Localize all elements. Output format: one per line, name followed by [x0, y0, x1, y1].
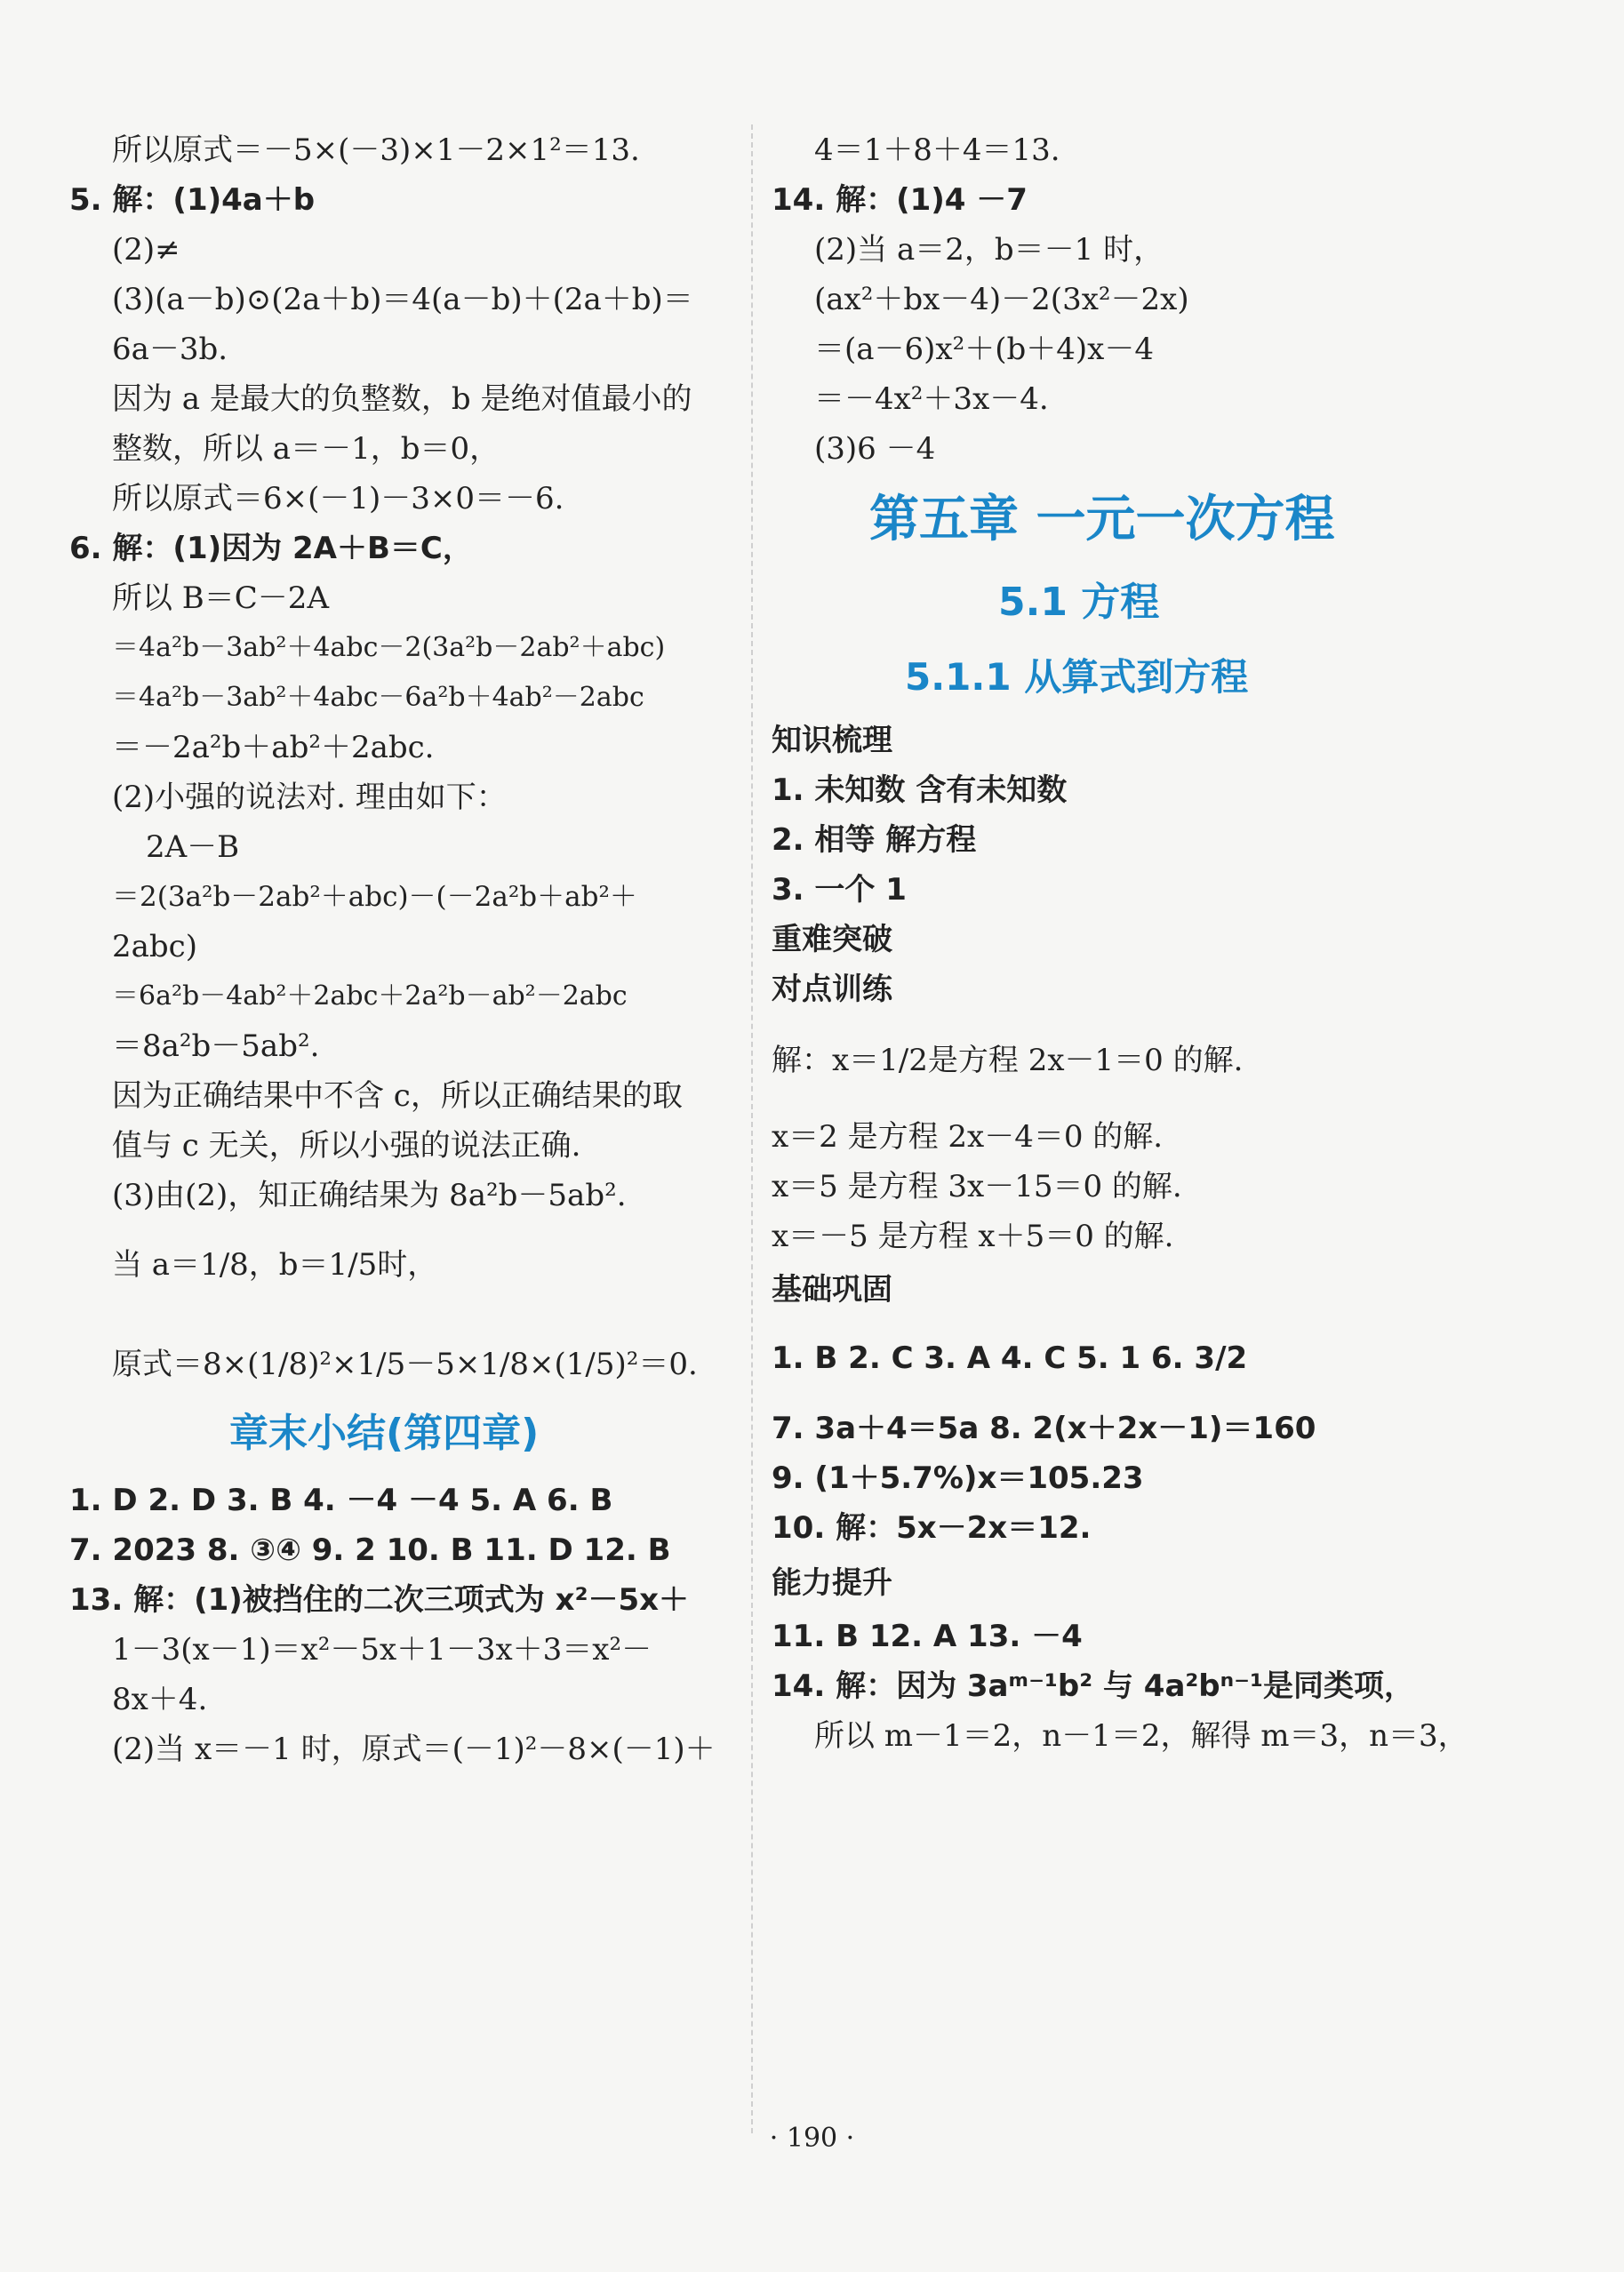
text-line: 4＝1＋8＋4＝13. [814, 132, 1060, 168]
text-line: 因为正确结果中不含 c，所以正确结果的取 [112, 1078, 683, 1114]
answer-line: 11. B 12. A 13. －4 [772, 1619, 1083, 1654]
problem-line: 10. 解：5x－2x＝12. [772, 1510, 1092, 1546]
text-line: 值与 c 无关，所以小强的说法正确. [112, 1128, 581, 1164]
text-line: 解：x＝1/2是方程 2x－1＝0 的解. [772, 1043, 1244, 1078]
text-line: (ax²＋bx－4)－2(3x²－2x) [814, 282, 1189, 317]
answer-line: 2. 相等 解方程 [772, 822, 977, 858]
answer-line: 7. 3a＋4＝5a 8. 2(x＋2x－1)＝160 [772, 1411, 1316, 1446]
section-label: 基础巩固 [772, 1272, 892, 1308]
text-line: 2abc) [112, 929, 197, 964]
column-divider [751, 124, 753, 2133]
answer-line: 1. D 2. D 3. B 4. －4 －4 5. A 6. B [69, 1483, 613, 1518]
text-line: 6a－3b. [112, 332, 228, 367]
answer-line: 1. B 2. C 3. A 4. C 5. 1 6. 3/2 [772, 1340, 1248, 1376]
problem-line: 6. 解：(1)因为 2A＋B＝C， [69, 531, 473, 566]
text-line: (3)6 －4 [814, 431, 936, 467]
section-label: 知识梳理 [772, 723, 892, 758]
text-line: ＝2(3a²b－2ab²＋abc)－(－2a²b＋ab²＋ [112, 881, 637, 913]
text-line: 原式＝8×(1/8)²×1/5－5×1/8×(1/5)²＝0. [112, 1347, 698, 1382]
text-line: (2)当 a＝2，b＝－1 时， [814, 232, 1164, 268]
section-label: 能力提升 [772, 1565, 892, 1601]
text-line: x＝5 是方程 3x－15＝0 的解. [772, 1169, 1182, 1204]
text-line: x＝－5 是方程 x＋5＝0 的解. [772, 1219, 1174, 1254]
section-label: 重难突破 [772, 922, 892, 957]
answer-line: 7. 2023 8. ③④ 9. 2 10. B 11. D 12. B [69, 1532, 671, 1568]
answer-line: 1. 未知数 含有未知数 [772, 772, 1068, 808]
text-line: 所以 B＝C－2A [112, 580, 329, 616]
answer-line: 9. (1＋5.7%)x＝105.23 [772, 1460, 1144, 1496]
text-line: 所以原式＝6×(－1)－3×0＝－6. [112, 481, 564, 516]
problem-line: 5. 解：(1)4a＋b [69, 182, 316, 218]
text-line: 当 a＝1/8，b＝1/5时， [112, 1247, 438, 1283]
text-line: 所以 m－1＝2，n－1＝2，解得 m＝3，n＝3， [814, 1718, 1468, 1754]
section-title: 5.1 方程 [998, 580, 1160, 625]
text-line: ＝(a－6)x²＋(b＋4)x－4 [814, 332, 1154, 367]
section-heading: 章末小结(第四章) [229, 1411, 540, 1456]
section-label: 对点训练 [772, 972, 892, 1007]
text-line: 1－3(x－1)＝x²－5x＋1－3x＋3＝x²－ [112, 1632, 652, 1668]
text-line: (2)当 x＝－1 时，原式＝(－1)²－8×(－1)＋ [112, 1732, 716, 1767]
text-line: 整数，所以 a＝－1，b＝0， [112, 431, 500, 467]
text-line: (3)由(2)，知正确结果为 8a²b－5ab². [112, 1178, 627, 1213]
text-line: ＝4a²b－3ab²＋4abc－6a²b＋4ab²－2abc [112, 682, 644, 713]
text-line: (2)小强的说法对. 理由如下： [112, 780, 507, 815]
chapter-title: 第五章 一元一次方程 [869, 491, 1335, 548]
text-line: 8x＋4. [112, 1682, 208, 1717]
subsection-title: 5.1.1 从算式到方程 [905, 655, 1249, 699]
text-line: ＝8a²b－5ab². [112, 1028, 320, 1064]
text-line: ＝4a²b－3ab²＋4abc－2(3a²b－2ab²＋abc) [112, 632, 666, 663]
text-line: ＝－4x²＋3x－4. [814, 381, 1049, 417]
text-line: x＝2 是方程 2x－4＝0 的解. [772, 1119, 1164, 1155]
text-line: ＝－2a²b＋ab²＋2abc. [112, 730, 435, 765]
problem-line: 14. 解：(1)4 －7 [772, 182, 1028, 218]
text-line: 2A－B [146, 829, 240, 865]
answer-line: 3. 一个 1 [772, 872, 907, 908]
text-line: 因为 a 是最大的负整数，b 是绝对值最小的 [112, 381, 692, 417]
text-line: (3)(a－b)⊙(2a＋b)＝4(a－b)＋(2a＋b)＝ [112, 282, 693, 317]
problem-line: 13. 解：(1)被挡住的二次三项式为 x²－5x＋ [69, 1582, 690, 1618]
text-line: ＝6a²b－4ab²＋2abc＋2a²b－ab²－2abc [112, 980, 628, 1012]
text-line: (2)≠ [112, 232, 180, 268]
problem-line: 14. 解：因为 3aᵐ⁻¹b² 与 4a²bⁿ⁻¹是同类项， [772, 1668, 1414, 1704]
page-number: · 190 · [769, 2123, 855, 2154]
text-line: 所以原式＝－5×(－3)×1－2×1²＝13. [112, 132, 640, 168]
